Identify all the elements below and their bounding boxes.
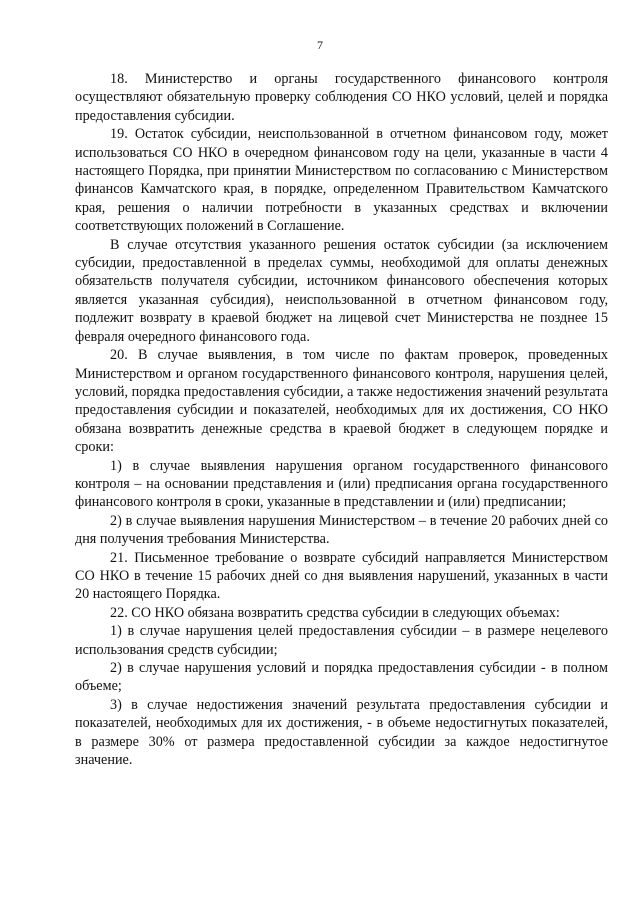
paragraph-22: 22. СО НКО обязана возвратить средства субсидии в следующих объемах: <box>110 604 560 621</box>
paragraph-19-continued: В случае отсутствия указанного решения остаток субсидии (за исключением субсидии, предоставленной в пределах суммы, необходимой для оплаты денежных обязательств получателя субсидии, источником финансового обеспечения которых является указанная субсидия), неиспользованной в отчетном финансовом году, подлежит возврату в краевой бюджет на лицевой счет Министерства не позднее 15 февраля очередного финансового года. <box>75 236 608 345</box>
paragraph-19: 19. Остаток субсидии, неиспользованной в отчетном финансовом году, может использоваться СО НКО в очередном финансовом году на цели, указанные в части 4 настоящего Порядка, при принятии Министерством по согласованию с Министерством финансов Камчатского края, в порядке, определенном Правительством Камчатского края, решения о наличии потребности в указанных средствах и включении соответствующих положений в Соглашение. <box>75 126 608 235</box>
paragraph-21: 21. Письменное требование о возврате субсидий направляется Министерством СО НКО в течение 15 рабочих дней со дня выявления нарушений, указанных в части 20 настоящего Порядка. <box>75 549 608 603</box>
paragraph-22-item-3: 3) в случае недостижения значений результата предоставления субсидии и показателей, необходимых для их достижения, - в объеме недостигнутых показателей, в размере 30% от размера предоставленной субсидии за каждое недостигнутое значение. <box>75 696 608 769</box>
paragraph-18: 18. Министерство и органы государственного финансового контроля осуществляют обязательную проверку соблюдения СО НКО условий, целей и порядка предоставления субсидии. <box>75 71 608 124</box>
page-number: 7 <box>317 38 323 52</box>
paragraph-20-item-2: 2) в случае выявления нарушения Министерством – в течение 20 рабочих дней со дня получения требования Министерства. <box>75 512 608 548</box>
paragraph-22-item-2: 2) в случае нарушения условий и порядка предоставления субсидии - в полном объеме; <box>75 660 608 695</box>
paragraph-20: 20. В случае выявления, в том числе по фактам проверок, проведенных Министерством и органом государственного финансового контроля, нарушения целей, условий, порядка предоставления субсидии, а также недостижения значений результата предоставления субсидии и показателей, необходимых для их достижения, СО НКО обязана возвратить денежные средства в краевой бюджет в следующем порядке и сроки: <box>75 347 608 456</box>
document-body <box>75 70 608 769</box>
paragraph-22-item-1: 1) в случае нарушения целей предоставления субсидии – в размере нецелевого использования средств субсидии; <box>75 623 608 658</box>
paragraph-20-item-1: 1) в случае выявления нарушения органом государственного финансового контроля – на основании представления и (или) предписания органа государственного финансового контроля в сроки, указанные в представлении и (или) предписании; <box>75 457 608 511</box>
